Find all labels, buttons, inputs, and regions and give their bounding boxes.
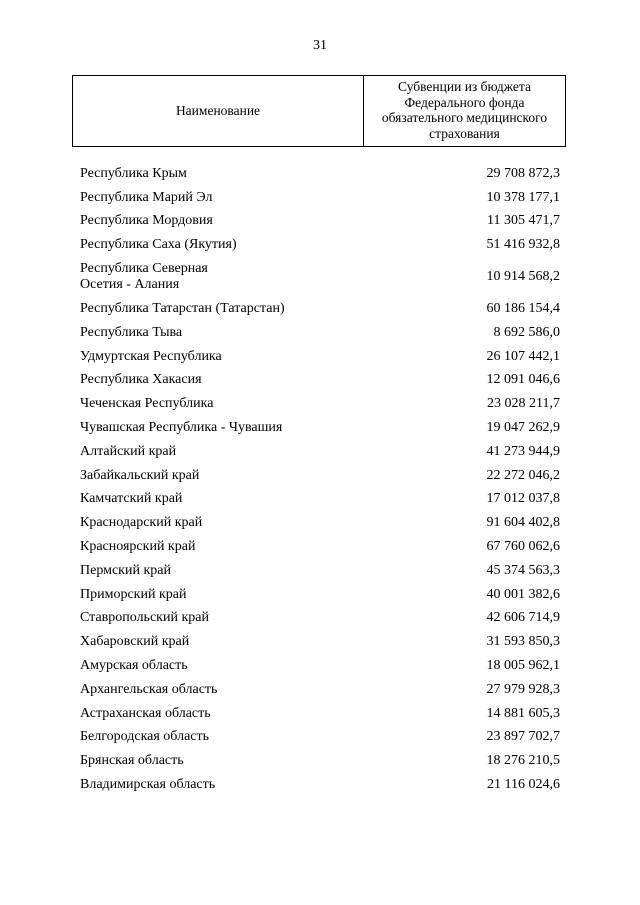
table-body: [80, 162, 560, 797]
subsidy-value: 91 604 402,8: [486, 515, 560, 531]
subsidy-value: 29 708 872,3: [486, 165, 560, 181]
subsidy-value: 8 692 586,0: [493, 324, 560, 340]
region-name: Ставропольский край: [80, 610, 209, 626]
subsidy-value: 42 606 714,9: [486, 610, 560, 626]
table-row: [80, 440, 560, 464]
region-name: Республика Крым: [80, 165, 187, 181]
subsidy-value: 10 914 568,2: [486, 269, 560, 285]
subsidy-value: 40 001 382,6: [486, 586, 560, 602]
region-name: Чеченская Республика: [80, 396, 214, 412]
table-row: [80, 559, 560, 583]
region-name: Владимирская область: [80, 777, 216, 793]
subsidy-value: 10 378 177,1: [486, 189, 560, 205]
region-name: Хабаровский край: [80, 634, 190, 650]
region-name: Алтайский край: [80, 443, 177, 459]
subsidy-value: 17 012 037,8: [486, 491, 560, 507]
region-name: Забайкальский край: [80, 467, 200, 483]
table-row: [80, 488, 560, 512]
region-name: Республика Хакасия: [80, 372, 202, 388]
table-row: [80, 654, 560, 678]
region-name: Республика Саха (Якутия): [80, 237, 237, 253]
column-header-subsidy-line: страхования: [429, 125, 500, 141]
table-header: [72, 75, 566, 147]
region-name: Пермский край: [80, 562, 171, 578]
table-row: [80, 726, 560, 750]
column-header-subsidy-line: Субвенции из бюджета: [398, 79, 531, 94]
table-row: [80, 369, 560, 393]
table-row: [80, 607, 560, 631]
table-row: [80, 583, 560, 607]
subsidy-value: 45 374 563,3: [486, 562, 560, 578]
table-row: [80, 511, 560, 535]
table-row: [80, 773, 560, 797]
region-name: Краснодарский край: [80, 515, 203, 531]
region-name: Приморский край: [80, 586, 187, 602]
region-name: Республика Тыва: [80, 324, 183, 340]
subsidy-value: 18 276 210,5: [486, 753, 560, 769]
table-row: [80, 678, 560, 702]
table-row: [80, 162, 560, 186]
column-header-subsidy-line: обязательного медицинского: [381, 110, 548, 125]
table-row: [80, 345, 560, 369]
table-row: [80, 321, 560, 345]
table-row: [80, 233, 560, 257]
subsidy-value: 26 107 442,1: [486, 348, 560, 364]
subsidy-value: 27 979 928,3: [486, 681, 560, 697]
region-name: Удмуртская Республика: [80, 348, 222, 364]
table-row: [80, 749, 560, 773]
table-row: [80, 210, 560, 234]
region-name: Республика Мордовия: [80, 213, 213, 229]
subsidy-value: 18 005 962,1: [486, 658, 560, 674]
table-row: [80, 257, 560, 297]
subsidy-value: 14 881 605,3: [486, 705, 560, 721]
region-name: Камчатский край: [80, 491, 183, 507]
region-name: Чувашская Республика - Чувашия: [80, 420, 283, 436]
subsidy-value: 19 047 262,9: [486, 420, 560, 436]
region-name: Красноярский край: [80, 539, 196, 555]
table-row: [80, 702, 560, 726]
table-row: [80, 392, 560, 416]
subsidy-value: 67 760 062,6: [486, 539, 560, 555]
subsidy-value: 23 028 211,7: [487, 396, 560, 412]
column-header-subsidy: [364, 76, 566, 146]
column-header-name: Наименование: [72, 76, 364, 146]
column-header-subsidy-line: Федерального фонда: [404, 94, 525, 110]
table-row: [80, 186, 560, 210]
subsidy-value: 23 897 702,7: [486, 729, 560, 745]
region-name: Республика Марий Эл: [80, 189, 213, 205]
region-name: Архангельская область: [80, 681, 218, 697]
region-name: Амурская область: [80, 658, 188, 674]
subsidy-value: 12 091 046,6: [486, 372, 560, 388]
table-row: [80, 535, 560, 559]
subsidy-value: 60 186 154,4: [486, 301, 560, 317]
subsidy-value: 22 272 046,2: [486, 467, 560, 483]
subsidy-value: 51 416 932,8: [486, 237, 560, 253]
subsidy-value: 41 273 944,9: [486, 443, 560, 459]
page-number: 31: [313, 38, 327, 53]
region-name: Республика Татарстан (Татарстан): [80, 301, 285, 317]
region-name: Белгородская область: [80, 729, 210, 745]
region-name: Брянская область: [80, 753, 184, 769]
region-name: Астраханская область: [80, 705, 211, 721]
subsidy-value: 11 305 471,7: [487, 213, 560, 229]
subsidy-value: 31 593 850,3: [486, 634, 560, 650]
table-row: [80, 630, 560, 654]
table-row: [80, 464, 560, 488]
table-row: [80, 297, 560, 321]
table-row: [80, 416, 560, 440]
subsidy-value: 21 116 024,6: [487, 777, 560, 793]
region-name: Республика Северная Осетия - Алания: [80, 261, 208, 293]
